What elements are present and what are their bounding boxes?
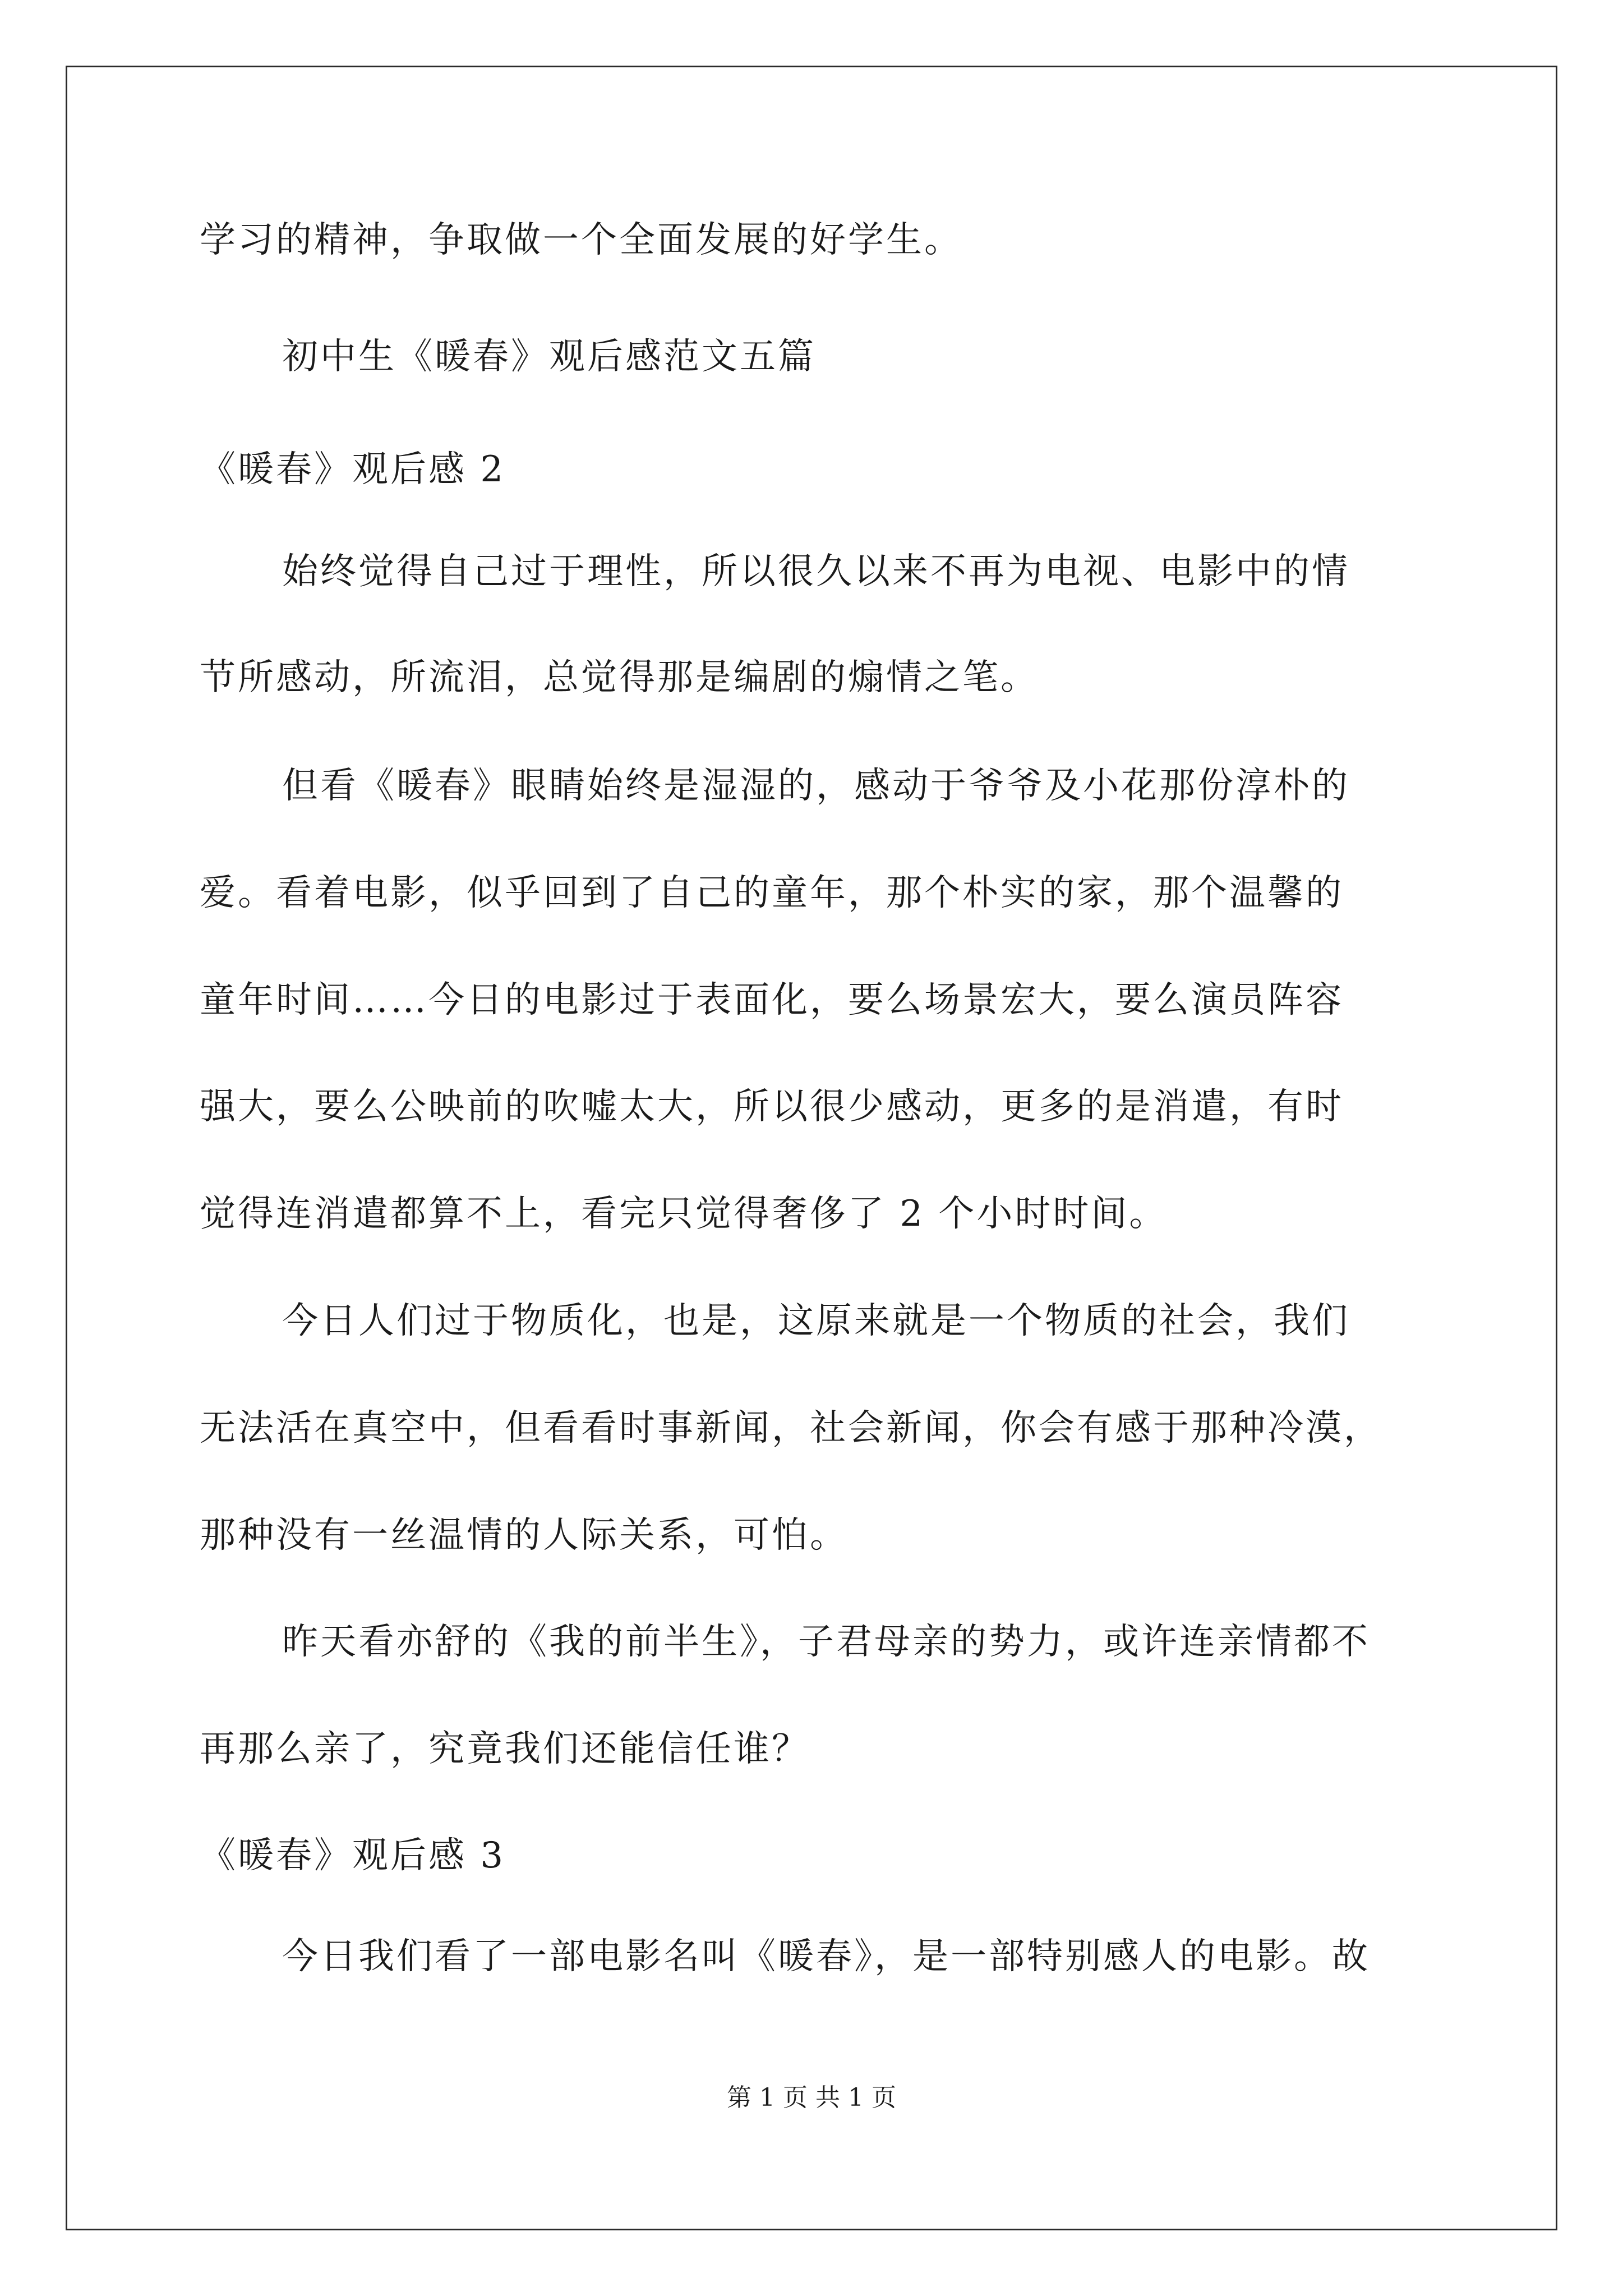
paragraph-line: 节所感动，所流泪，总觉得那是编剧的煽情之笔。: [200, 657, 1039, 698]
paragraph-line: 今日我们看了一部电影名叫《暖春》，是一部特别感人的电影。故: [282, 1936, 1370, 1977]
paragraph-line: 再那么亲了，究竟我们还能信任谁？: [200, 1728, 810, 1770]
paragraph-line: 但看《暖春》眼睛始终是湿湿的，感动于爷爷及小花那份淳朴的: [282, 765, 1350, 807]
paragraph-line: 童年时间……今日的电影过于表面化，要么场景宏大，要么演员阵容: [200, 979, 1344, 1021]
article-title: 初中生《暖春》观后感范文五篇: [282, 336, 816, 378]
paragraph-line: 无法活在真空中，但看看时事新闻，社会新闻，你会有感于那种冷漠，: [200, 1407, 1382, 1449]
paragraph-line: 昨天看亦舒的《我的前半生》，子君母亲的势力，或许连亲情都不: [282, 1621, 1370, 1663]
paragraph-line: 今日人们过于物质化，也是，这原来就是一个物质的社会，我们: [282, 1300, 1350, 1342]
page-footer: 第 1 页 共 1 页: [727, 2083, 896, 2112]
page-border: [66, 66, 1557, 2230]
section-heading: 《暖春》观后感 3: [200, 1835, 506, 1876]
paragraph-line: 学习的精神，争取做一个全面发展的好学生。: [200, 219, 962, 261]
paragraph-line: 觉得连消遣都算不上，看完只觉得奢侈了 2 个小时时间。: [200, 1193, 1168, 1235]
paragraph-line: 那种没有一丝温情的人际关系，可怕。: [200, 1515, 848, 1556]
paragraph-line: 强大，要么公映前的吹嘘太大，所以很少感动，更多的是消遣，有时: [200, 1086, 1344, 1128]
paragraph-line: 爱。看着电影，似乎回到了自己的童年，那个朴实的家，那个温馨的: [200, 872, 1344, 914]
section-heading: 《暖春》观后感 2: [200, 449, 506, 490]
paragraph-line: 始终觉得自己过于理性，所以很久以来不再为电视、电影中的情: [282, 551, 1350, 592]
